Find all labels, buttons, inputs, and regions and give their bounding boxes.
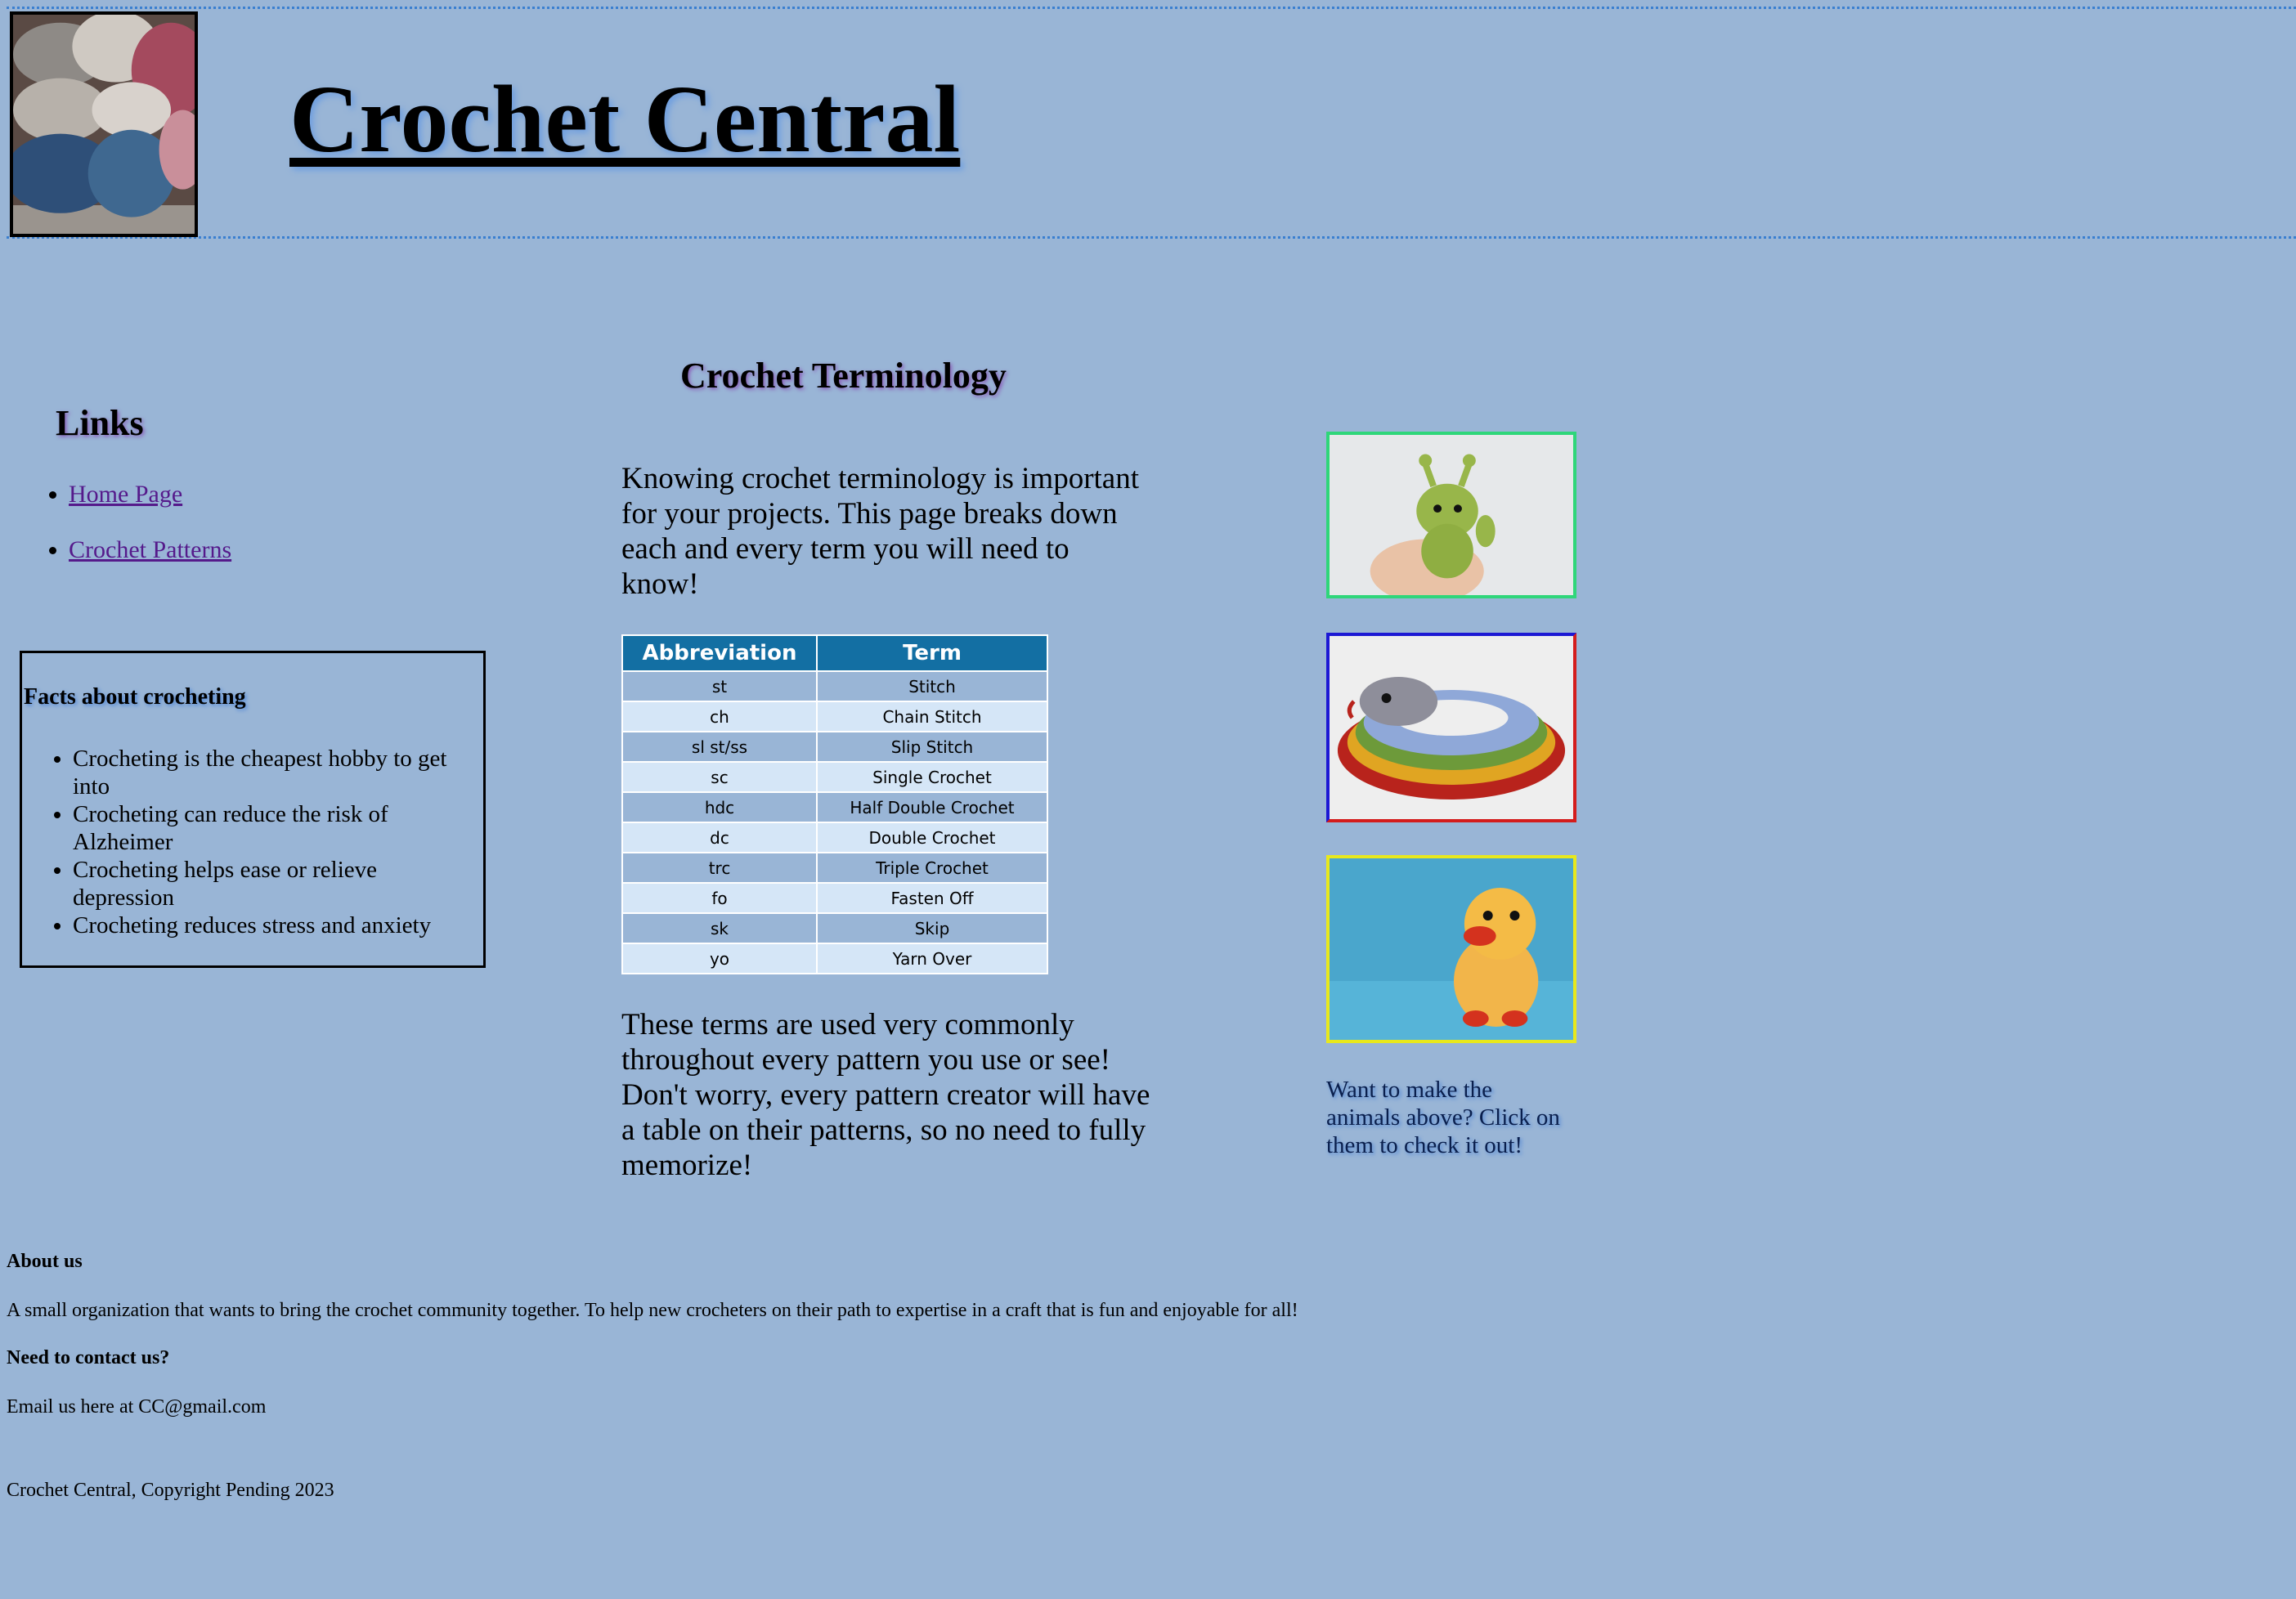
fact-item: • Crocheting reduces stress and anxiety: [73, 911, 482, 939]
abbreviation-cell: trc: [623, 853, 816, 882]
links-heading: Links: [56, 403, 144, 443]
abbreviation-cell: yo: [623, 944, 816, 973]
duck-amigurumi-image-link[interactable]: [1326, 855, 1576, 1043]
table-row: [623, 702, 1047, 731]
crochet-patterns-link[interactable]: Crochet Patterns: [69, 536, 232, 563]
table-row: [623, 763, 1047, 791]
facts-heading: Facts about crocheting: [24, 684, 246, 710]
alien-amigurumi-image-link[interactable]: [1326, 432, 1576, 598]
table-row: [623, 914, 1047, 943]
nav-item-home: [69, 481, 231, 508]
term-cell: Half Double Crochet: [818, 793, 1047, 822]
term-cell: Triple Crochet: [818, 853, 1047, 882]
alien-amigurumi-icon: [1330, 435, 1573, 595]
abbreviation-cell: st: [623, 672, 816, 701]
page-title: Crochet Terminology: [680, 356, 1007, 396]
yarn-logo-image: [10, 11, 198, 237]
snake-amigurumi-icon: [1330, 636, 1573, 819]
fact-item: • Crocheting can reduce the risk of Alzheimer: [73, 800, 482, 856]
about-heading: About us: [7, 1251, 83, 1272]
site-title: Crochet Central: [289, 65, 961, 172]
contact-text: Email us here at CC@gmail.com: [7, 1396, 267, 1418]
table-row: [623, 672, 1047, 701]
column-header-abbreviation: Abbreviation: [623, 636, 816, 670]
abbreviation-cell: ch: [623, 702, 816, 731]
links-list: [38, 481, 231, 592]
column-header-term: Term: [818, 636, 1047, 670]
term-cell: Single Crochet: [818, 763, 1047, 791]
table-row: [623, 853, 1047, 882]
term-cell: Stitch: [818, 672, 1047, 701]
contact-heading: Need to contact us?: [7, 1347, 170, 1368]
abbreviation-cell: fo: [623, 884, 816, 912]
duck-amigurumi-icon: [1330, 858, 1573, 1040]
abbreviation-cell: sc: [623, 763, 816, 791]
abbreviation-cell: sk: [623, 914, 816, 943]
intro-paragraph: Knowing crochet terminology is important for your projects. This page breaks down each and every term you will need to know!: [621, 462, 1139, 601]
abbreviation-cell: dc: [623, 823, 816, 852]
fact-item: • Crocheting is the cheapest hobby to get into: [73, 745, 482, 800]
facts-box: [20, 651, 486, 968]
table-row: [623, 793, 1047, 822]
term-cell: Skip: [818, 914, 1047, 943]
term-cell: Chain Stitch: [818, 702, 1047, 731]
table-row: [623, 823, 1047, 852]
home-page-link[interactable]: Home Page: [69, 481, 183, 508]
abbreviation-cell: hdc: [623, 793, 816, 822]
fact-item: • Crocheting helps ease or relieve depression: [73, 856, 482, 911]
copyright-text: Crochet Central, Copyright Pending 2023: [7, 1480, 334, 1501]
outro-paragraph: These terms are used very commonly throughout every pattern you use or see! Don't worry, every pattern creator will have a table on their patterns, so no need to fully memorize!: [621, 1008, 1150, 1182]
about-text: A small organization that wants to bring the crochet community together. To help new crocheters on their path to expertise in a craft that is fun and enjoyable for all!: [7, 1300, 1298, 1321]
term-cell: Fasten Off: [818, 884, 1047, 912]
table-row: [623, 884, 1047, 912]
nav-item-patterns: [69, 536, 231, 564]
animals-call-to-action: Want to make the animals above? Click on them to check it out!: [1326, 1077, 1560, 1158]
term-cell: Yarn Over: [818, 944, 1047, 973]
terminology-table: [621, 634, 1048, 974]
term-cell: Slip Stitch: [818, 732, 1047, 761]
facts-list: [40, 745, 482, 939]
table-header-row: [623, 636, 1047, 670]
table-row: [623, 944, 1047, 973]
term-cell: Double Crochet: [818, 823, 1047, 852]
abbreviation-cell: sl st/ss: [623, 732, 816, 761]
table-row: [623, 732, 1047, 761]
snake-amigurumi-image-link[interactable]: [1326, 633, 1576, 822]
